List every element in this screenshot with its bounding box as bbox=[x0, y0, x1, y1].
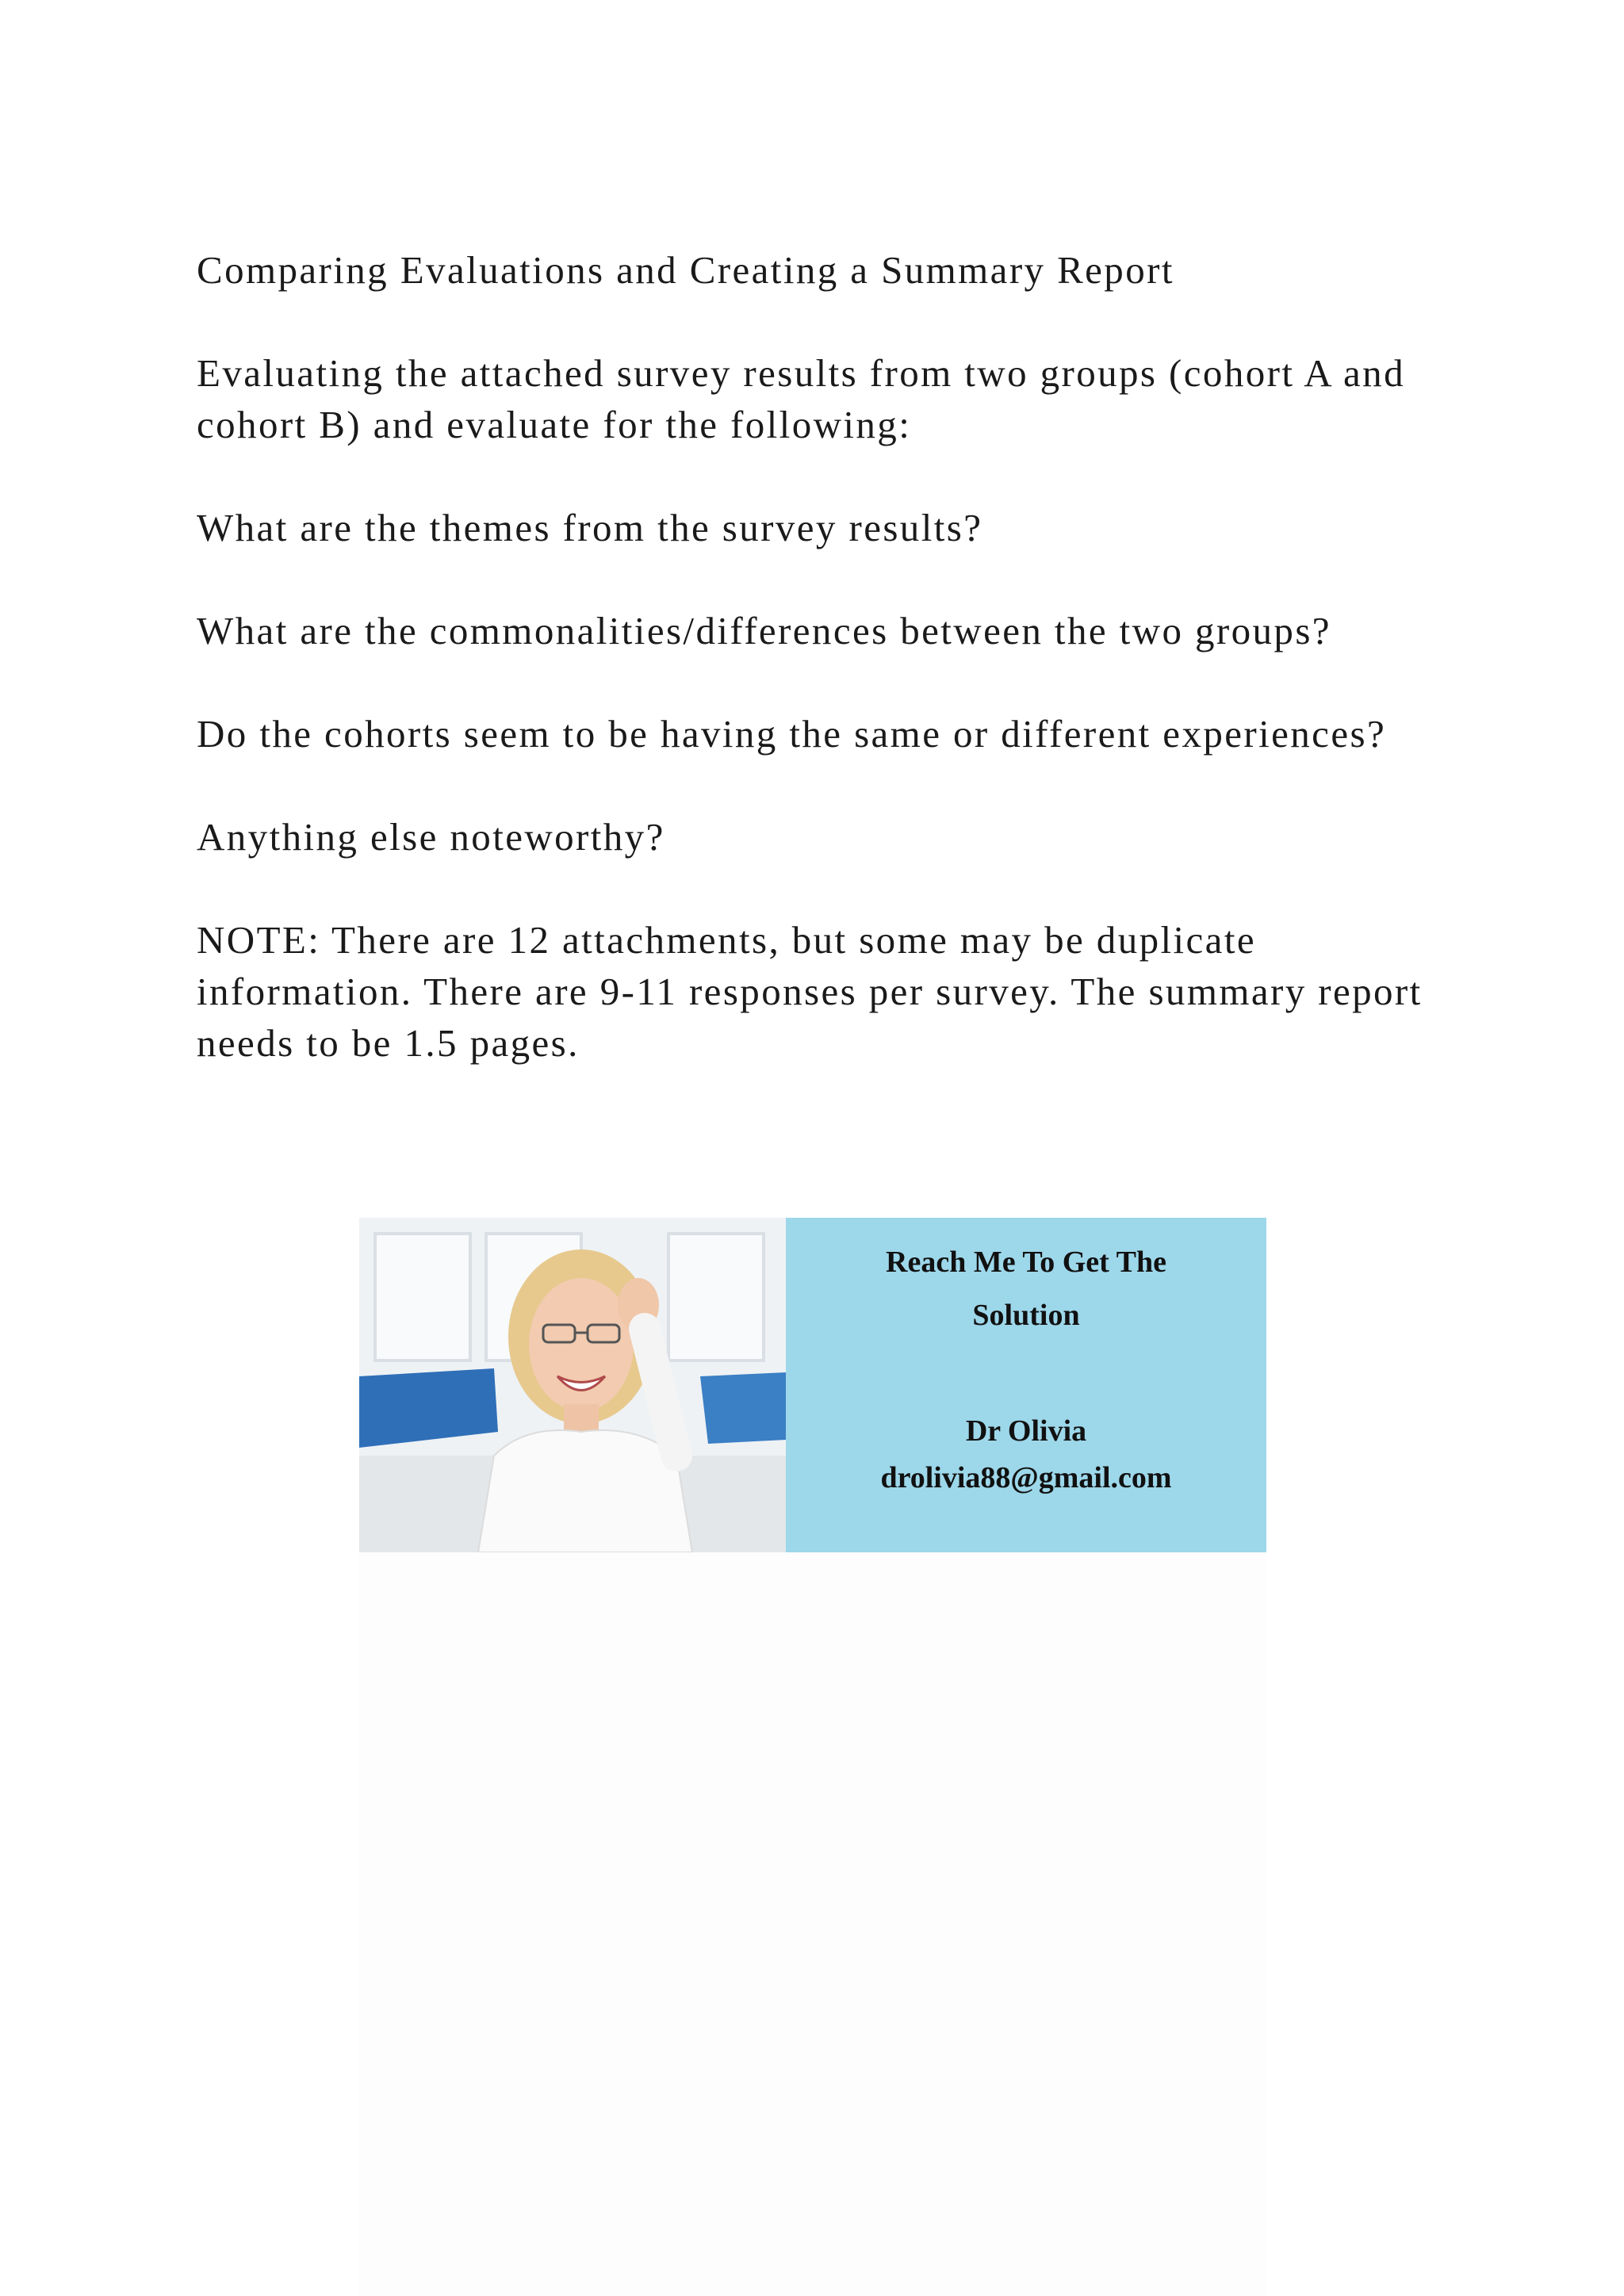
ad-headline-line2: Solution bbox=[972, 1299, 1080, 1332]
paragraph-question-experiences: Do the cohorts seem to be having the same or different experiences? bbox=[197, 712, 1387, 756]
ad-text-panel bbox=[786, 1218, 1266, 1552]
document-body bbox=[197, 244, 1434, 1120]
ad-headline-line1: Reach Me To Get The bbox=[886, 1246, 1166, 1279]
paragraph-question-noteworthy: Anything else noteworthy? bbox=[197, 815, 665, 859]
ad-contact-name: Dr Olivia bbox=[965, 1414, 1087, 1448]
contact-ad-banner bbox=[359, 1218, 1266, 1552]
blank-image-area bbox=[359, 1552, 1266, 2296]
woman-photo-illustration bbox=[359, 1218, 786, 1552]
paragraph-intro: Evaluating the attached survey results from two groups (cohort A and cohort B) and evaluate for the following: bbox=[197, 351, 1405, 446]
paragraph-note: NOTE: There are 12 attachments, but some may be duplicate information. There are 9-11 responses per survey. The summary report needs to be 1.5 pages. bbox=[197, 918, 1423, 1065]
document-title: Comparing Evaluations and Creating a Summary Report bbox=[197, 248, 1174, 292]
woman-photo bbox=[359, 1218, 786, 1552]
ad-contact-email[interactable]: drolivia88@gmail.com bbox=[880, 1461, 1172, 1494]
paragraph-question-themes: What are the themes from the survey results? bbox=[197, 506, 983, 549]
paragraph-question-commonalities: What are the commonalities/differences between the two groups? bbox=[197, 609, 1331, 652]
